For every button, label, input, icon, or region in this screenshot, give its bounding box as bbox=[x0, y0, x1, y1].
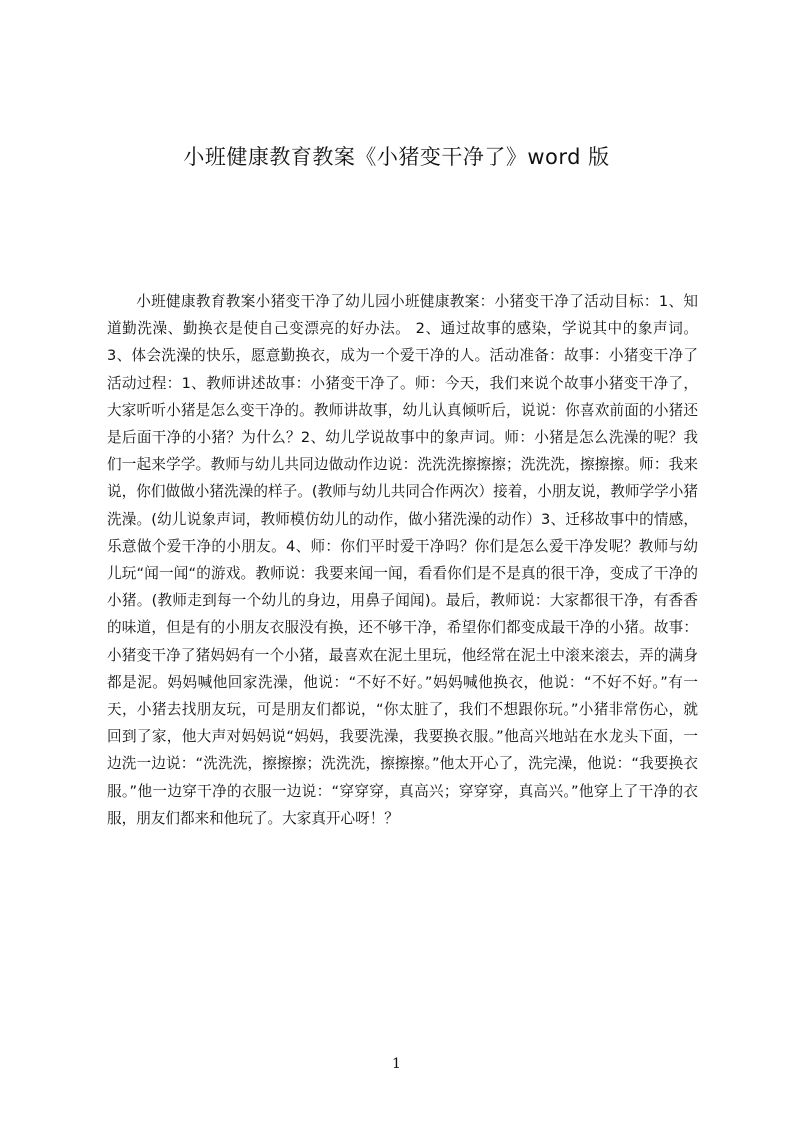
document-title: 小班健康教育教案《小猪变干净了》word 版 bbox=[183, 145, 610, 169]
page-number: 1 bbox=[392, 1056, 401, 1072]
document-body-paragraph: 小班健康教育教案小猪变干净了幼儿园小班健康教案：小猪变干净了活动目标：1、知道勤洗澡、勤换衣是使自己变漂亮的好办法。 2、通过故事的感染，学说其中的象声词。3、体会洗澡的快乐，愿意勤换衣，成为一个爱干净的人。活动准备：故事：小猪变干净了活动过程：1、教师讲述故事：小猪变干净了。师：今天，我们来说个故事小猪变干净了，大家听听小猪是怎么变干净的。教师讲故事，幼儿认真倾听后，说说：你喜欢前面的小猪还是后面干净的小猪？为什么？2、幼儿学说故事中的象声词。师：小猪是怎么洗澡的呢？我们一起来学学。教师与幼儿共同边做动作边说：洗洗洗擦擦擦；洗洗洗，擦擦擦。师：我来说，你们做做小猪洗澡的样子。(教师与幼儿共同合作两次）接着，小朋友说，教师学学小猪洗澡。(幼儿说象声词，教师模仿幼儿的动作，做小猪洗澡的动作）3、迁移故事中的情感，乐意做个爱干净的小朋友。4、师：你们平时爱干净吗？你们是怎么爱干净发呢？教师与幼儿玩“闻一闻“的游戏。教师说：我要来闻一闻，看看你们是不是真的很干净，变成了干净的小猪。(教师走到每一个幼儿的身边，用鼻子闻闻)。最后，教师说：大家都很干净，有香香的味道，但是有的小朋友衣服没有换，还不够干净，希望你们都变成最干净的小猪。故事：小猪变干净了猪妈妈有一个小猪，最喜欢在泥土里玩，他经常在泥土中滚来滚去，弄的满身都是泥。妈妈喊他回家洗澡，他说：“不好不好。”妈妈喊他换衣，他说：“不好不好。”有一天，小猪去找朋友玩，可是朋友们都说，“你太脏了，我们不想跟你玩。”小猪非常伤心，就回到了家，他大声对妈妈说“妈妈，我要洗澡，我要换衣服。”他高兴地站在水龙头下面，一边洗一边说：“洗洗洗，擦擦擦；洗洗洗，擦擦擦。”他太开心了，洗完澡，他说：“我要换衣服。”他一边穿干净的衣服一边说：“穿穿穿，真高兴；穿穿穿，真高兴。”他穿上了干净的衣服，朋友们都来和他玩了。大家真开心呀！？ bbox=[107, 293, 698, 827]
